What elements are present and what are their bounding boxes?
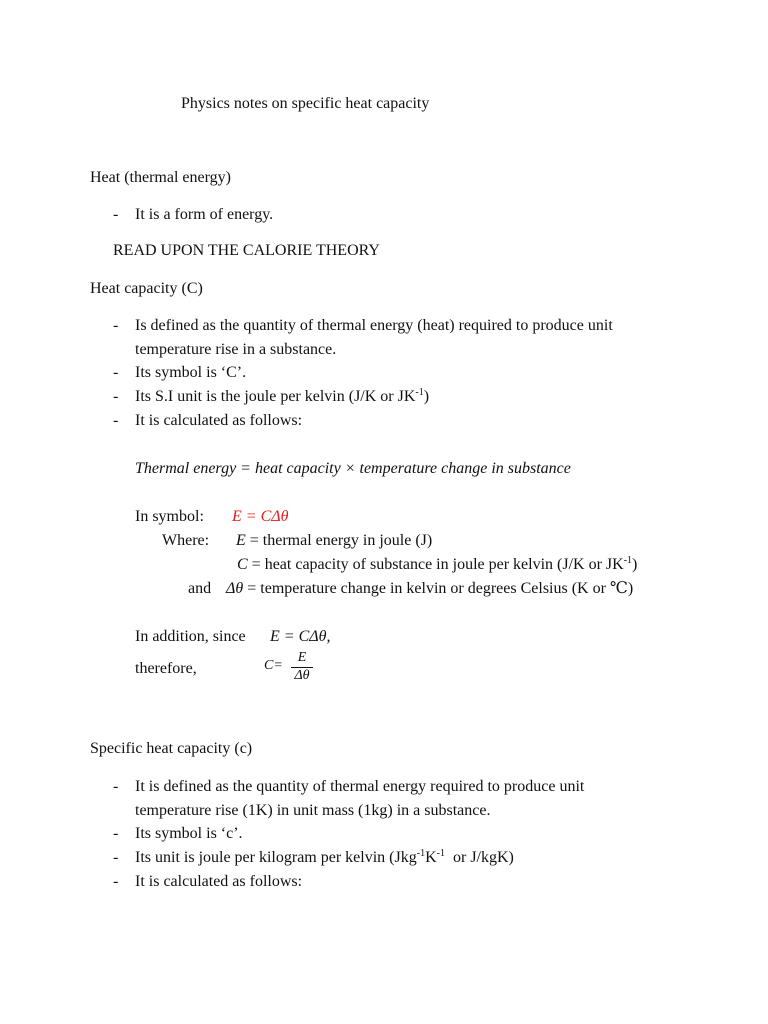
addition-text: In addition, since — [135, 628, 246, 645]
list-item-text: Is defined as the quantity of thermal energy (heat) required to produce unit — [135, 317, 613, 334]
definition-text: = thermal energy in joule (J) — [245, 532, 433, 549]
and-label: and — [188, 580, 212, 597]
bullet-dash: - — [113, 778, 119, 795]
fraction-equation — [264, 650, 324, 690]
list-item-text: It is defined as the quantity of thermal energy required to produce unit — [135, 778, 585, 795]
heading-heat: Heat (thermal energy) — [90, 169, 231, 186]
bullet-dash: - — [113, 364, 119, 381]
unit-text: Its unit is joule per kilogram per kelvin (Jkg — [135, 849, 417, 866]
list-item-text: Its symbol is ‘C’. — [135, 364, 247, 381]
superscript: -1 — [416, 848, 426, 859]
si-unit-text: Its S.I unit is the joule per kelvin (J/K or JK — [135, 388, 416, 405]
unit-k: K — [425, 849, 437, 866]
superscript: -1 — [436, 848, 445, 859]
where-label: Where: — [162, 532, 210, 549]
list-item-text-cont: temperature rise in a substance. — [135, 341, 337, 358]
bullet-dash: - — [113, 412, 119, 429]
bullet-dash: - — [113, 873, 119, 890]
list-item-text: It is calculated as follows: — [135, 873, 303, 890]
list-item-text: It is a form of energy. — [135, 206, 274, 223]
superscript: -1 — [415, 387, 424, 398]
bullet-dash: - — [113, 849, 119, 866]
definition-close: ) — [632, 556, 638, 573]
calorie-note: READ UPON THE CALORIE THEORY — [113, 242, 380, 259]
list-item-text-cont: temperature rise (1K) in unit mass (1kg) in a substance. — [135, 802, 491, 819]
superscript: -1 — [623, 555, 633, 566]
fraction-numerator: E — [297, 650, 307, 665]
bullet-dash: - — [113, 388, 119, 405]
list-item-text — [135, 848, 514, 868]
symbol-delta-theta: Δθ — [226, 580, 244, 597]
addition-equation: E = CΔθ, — [270, 628, 331, 645]
heading-heat-capacity: Heat capacity (C) — [90, 280, 203, 297]
si-unit-close: ) — [423, 388, 430, 405]
definition-text: = temperature change in kelvin or degrees Celsius (K or ℃) — [243, 580, 634, 597]
bullet-dash: - — [113, 317, 119, 334]
definition-heat-capacity — [237, 555, 637, 575]
symbol-c: C — [237, 556, 248, 573]
in-symbol-label: In symbol: — [135, 508, 204, 525]
fraction-denominator: Δθ — [294, 668, 310, 683]
definition-text: = heat capacity of substance in joule per kelvin (J/K or JK — [247, 556, 624, 573]
therefore-label: therefore, — [135, 660, 197, 677]
bullet-dash: - — [113, 206, 119, 223]
bullet-dash: - — [113, 825, 119, 842]
list-item-text: It is calculated as follows: — [135, 412, 303, 429]
symbol-e: E — [236, 532, 246, 549]
definition-energy — [236, 531, 432, 551]
page-title: Physics notes on specific heat capacity — [181, 95, 430, 112]
heading-specific-heat: Specific heat capacity (c) — [90, 740, 253, 757]
list-item-text — [135, 387, 429, 407]
fraction-lhs: C= — [264, 658, 283, 673]
symbol-equation: E = CΔθ — [232, 508, 289, 525]
unit-close: or J/kgK) — [444, 849, 514, 866]
definition-temperature — [226, 579, 633, 599]
list-item-text: Its symbol is ‘c’. — [135, 825, 243, 842]
formula-words: Thermal energy = heat capacity × temperature change in substance — [135, 460, 571, 477]
